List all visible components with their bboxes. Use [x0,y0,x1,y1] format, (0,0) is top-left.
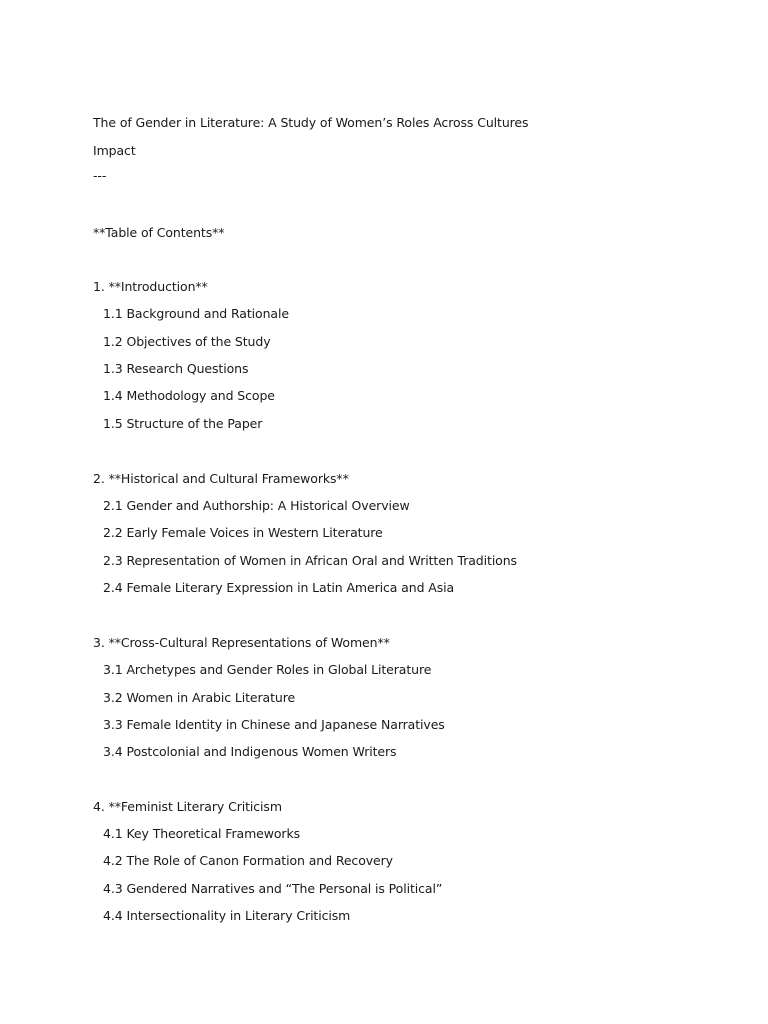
toc-item: 2.2 Early Female Voices in Western Literature [103,525,383,540]
toc-section-heading: 2. **Historical and Cultural Frameworks** [93,471,349,486]
document-title: The of Gender in Literature: A Study of Women’s Roles Across Cultures [93,115,529,130]
toc-item: 3.1 Archetypes and Gender Roles in Global Literature [103,662,432,677]
toc-heading: **Table of Contents** [93,225,225,240]
toc-item: 2.3 Representation of Women in African Oral and Written Traditions [103,553,517,568]
toc-item: 3.3 Female Identity in Chinese and Japanese Narratives [103,717,445,732]
toc-item: 1.2 Objectives of the Study [103,334,271,349]
separator: --- [93,168,107,183]
document-title-continuation: Impact [93,143,136,158]
toc-item: 4.2 The Role of Canon Formation and Recovery [103,853,393,868]
toc-item: 2.4 Female Literary Expression in Latin America and Asia [103,580,455,595]
toc-item: 3.2 Women in Arabic Literature [103,690,296,705]
toc-item: 4.3 Gendered Narratives and “The Personal is Political” [103,881,443,896]
toc-item: 3.4 Postcolonial and Indigenous Women Writers [103,744,397,759]
toc-item: 2.1 Gender and Authorship: A Historical Overview [103,498,410,513]
toc-item: 1.5 Structure of the Paper [103,416,263,431]
toc-item: 1.4 Methodology and Scope [103,388,275,403]
toc-item: 4.4 Intersectionality in Literary Criticism [103,908,351,923]
toc-item: 4.1 Key Theoretical Frameworks [103,826,301,841]
toc-item: 1.1 Background and Rationale [103,306,289,321]
toc-item: 1.3 Research Questions [103,361,249,376]
toc-section-heading: 4. **Feminist Literary Criticism [93,799,282,814]
toc-section-heading: 3. **Cross-Cultural Representations of Women** [93,635,390,650]
toc-section-heading: 1. **Introduction** [93,279,208,294]
